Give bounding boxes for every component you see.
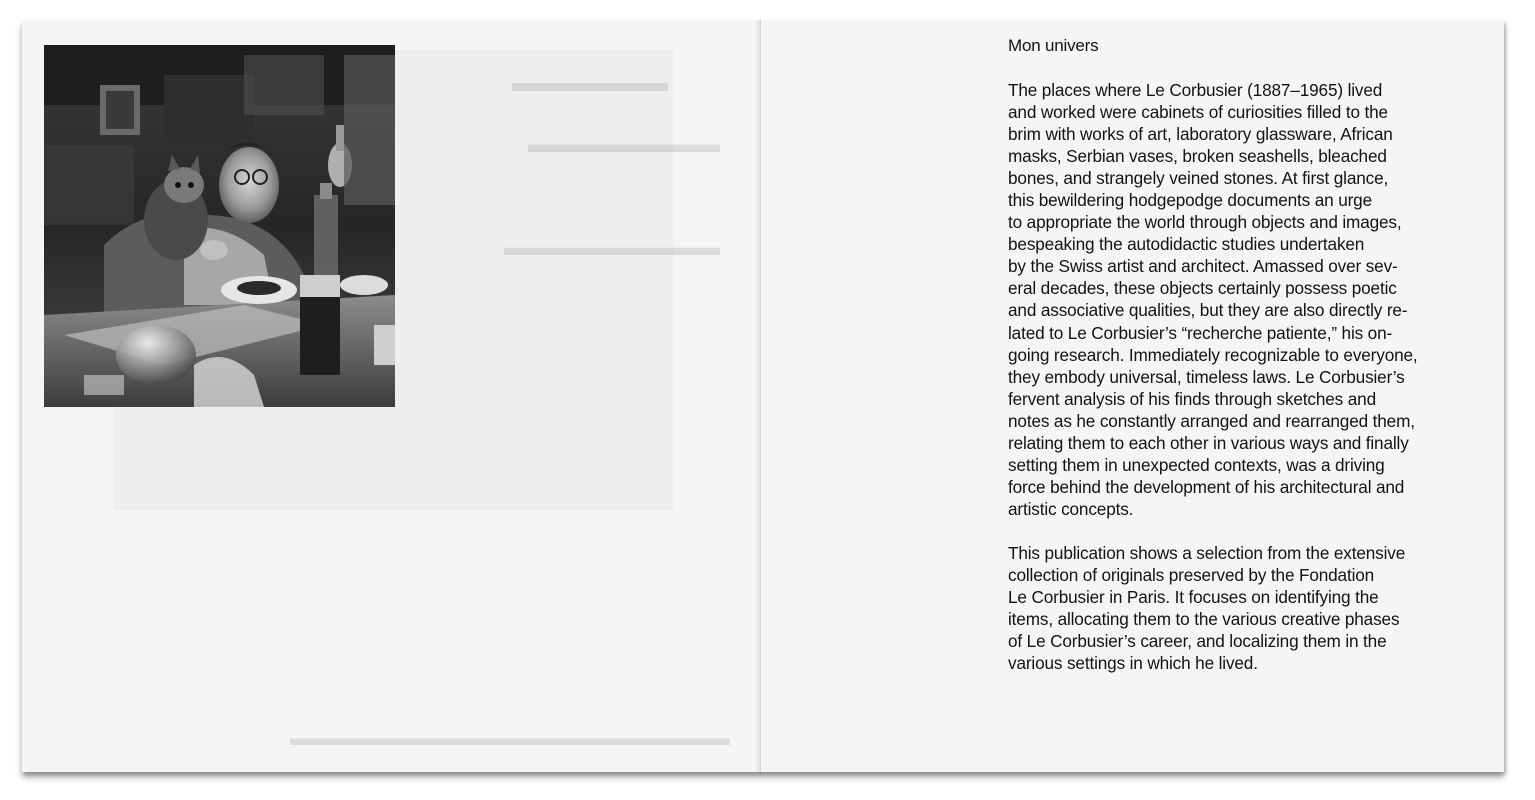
- text-line: relating them to each other in various ways and finally: [1008, 432, 1409, 453]
- text-line: masks, Serbian vases, broken seashells, bleached: [1008, 146, 1387, 167]
- left-page: [22, 20, 761, 772]
- text-line: by the Swiss artist and architect. Amassed over sev-: [1008, 256, 1398, 277]
- text-line: lated to Le Corbusier’s “recherche patiente,” his on-: [1008, 322, 1393, 343]
- show-through-text: ▬▬▬▬▬▬▬▬▬▬▬▬▬▬▬▬▬▬▬▬: [290, 725, 730, 750]
- show-through-text: ▬▬▬▬▬▬: [512, 68, 668, 97]
- text-line: bones, and strangely veined stones. At first glance,: [1008, 168, 1389, 189]
- text-line: they embody universal, timeless laws. Le Corbusier’s: [1008, 366, 1405, 387]
- text-line: setting them in unexpected contexts, was a driving: [1008, 454, 1385, 475]
- open-book-spread: [22, 20, 1504, 772]
- photograph: [44, 45, 395, 407]
- show-through-text: ▬▬▬▬▬▬▬▬▬: [504, 235, 720, 261]
- show-through-text: ▬▬▬▬▬▬▬▬: [528, 132, 720, 158]
- section-heading: Mon univers: [1008, 36, 1099, 55]
- body-paragraph-2: [1008, 542, 1488, 674]
- text-line: Le Corbusier in Paris. It focuses on identifying the: [1008, 587, 1379, 608]
- text-line: artistic concepts.: [1008, 498, 1134, 519]
- body-paragraph-1: [1008, 79, 1488, 520]
- text-line: This publication shows a selection from the extensive: [1008, 542, 1406, 563]
- right-page: [761, 20, 1504, 772]
- text-line: fervent analysis of his finds through sketches and: [1008, 388, 1376, 409]
- text-line: and associative qualities, but they are also directly re-: [1008, 300, 1408, 321]
- text-line: going research. Immediately recognizable to everyone,: [1008, 344, 1418, 365]
- text-column: [1008, 35, 1488, 674]
- text-line: brim with works of art, laboratory glassware, African: [1008, 124, 1393, 145]
- text-line: to appropriate the world through objects and images,: [1008, 212, 1402, 233]
- text-line: various settings in which he lived.: [1008, 653, 1258, 674]
- text-line: this bewildering hodgepodge documents an urge: [1008, 190, 1372, 211]
- text-line: notes as he constantly arranged and rearranged them,: [1008, 410, 1415, 431]
- text-line: collection of originals preserved by the Fondation: [1008, 564, 1375, 585]
- text-line: The places where Le Corbusier (1887–1965) lived: [1008, 80, 1383, 100]
- text-line: items, allocating them to the various creative phases: [1008, 609, 1400, 630]
- text-line: eral decades, these objects certainly possess poetic: [1008, 278, 1397, 299]
- text-line: and worked were cabinets of curiosities filled to the: [1008, 102, 1388, 123]
- text-line: force behind the development of his architectural and: [1008, 476, 1405, 497]
- text-line: bespeaking the autodidactic studies undertaken: [1008, 234, 1365, 255]
- text-line: of Le Corbusier’s career, and localizing them in the: [1008, 631, 1387, 652]
